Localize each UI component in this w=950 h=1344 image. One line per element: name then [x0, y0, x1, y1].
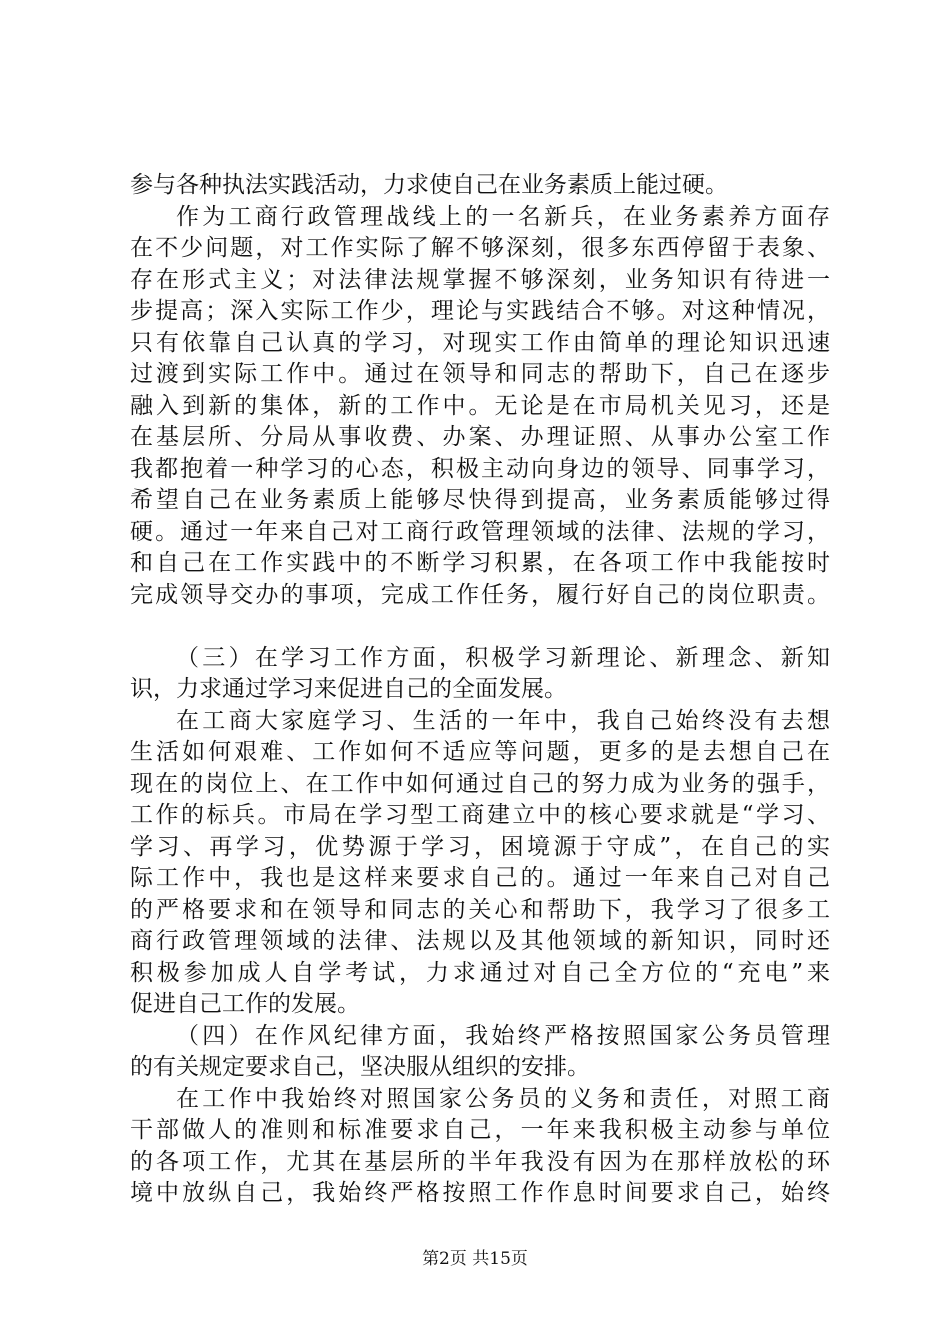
section-heading-line: 识，力求通过学习来促进自己的全面发展。	[130, 676, 567, 702]
text-line: 在基层所、分局从事收费、办案、办理证照、从事办公室工作	[130, 424, 830, 450]
text-line: 步提高；深入实际工作少，理论与实践结合不够。对这种情况，	[130, 298, 830, 324]
text-line: 过渡到实际工作中。通过在领导和同志的帮助下，自己在逐步	[130, 361, 830, 387]
text-line: 生活如何艰难、工作如何不适应等问题，更多的是去想自己在	[130, 739, 830, 765]
text-line: 积极参加成人自学考试，力求通过对自己全方位的“充电”来	[130, 959, 830, 986]
section-heading-line: 的有关规定要求自己，坚决服从组织的安排。	[130, 1054, 590, 1080]
text-line: 境中放纵自己，我始终严格按照工作作息时间要求自己，始终	[130, 1180, 830, 1206]
text-line: 和自己在工作实践中的不断学习积累，在各项工作中我能按时	[130, 550, 830, 576]
text-line: 工作的标兵。市局在学习型工商建立中的核心要求就是“学习、	[130, 802, 830, 828]
text-line: 现在的岗位上、在工作中如何通过自己的努力成为业务的强手，	[130, 770, 830, 797]
text-line: 完成领导交办的事项，完成工作任务，履行好自己的岗位职责。	[130, 581, 830, 608]
text-line: 作为工商行政管理战线上的一名新兵，在业务素养方面存	[176, 203, 830, 230]
text-line: 参与各种执法实践活动，力求使自己在业务素质上能过硬。	[130, 172, 728, 198]
paragraph-gap	[130, 611, 830, 643]
text-line: 干部做人的准则和标准要求自己，一年来我积极主动参与单位	[130, 1117, 830, 1143]
text-line: 的各项工作，尤其在基层所的半年我没有因为在那样放松的环	[130, 1148, 830, 1175]
text-line: 希望自己在业务素质上能够尽快得到提高，业务素质能够过得	[130, 487, 830, 513]
text-line: 促进自己工作的发展。	[130, 991, 360, 1017]
text-line: 融入到新的集体，新的工作中。无论是在市局机关见习，还是	[130, 392, 830, 419]
text-line: 只有依靠自己认真的学习，对现实工作由简单的理论知识迅速	[130, 329, 830, 356]
text-line: 商行政管理领域的法律、法规以及其他领域的新知识，同时还	[130, 928, 830, 954]
section-heading-line: （三）在学习工作方面，积极学习新理论、新理念、新知	[176, 644, 830, 671]
section-heading-line: （四）在作风纪律方面，我始终严格按照国家公务员管理	[176, 1022, 830, 1049]
document-body	[130, 170, 830, 1210]
text-line: 际工作中，我也是这样来要求自己的。通过一年来自己对自己	[130, 865, 830, 891]
page-number-footer: 第2页 共15页	[422, 1249, 528, 1269]
text-line: 我都抱着一种学习的心态，积极主动向身边的领导、同事学习，	[130, 455, 830, 482]
text-line: 在不少问题，对工作实际了解不够深刻，很多东西停留于表象、	[130, 235, 830, 261]
text-line: 学习、再学习，优势源于学习，困境源于守成”，在自己的实	[130, 833, 830, 860]
text-line: 存在形式主义；对法律法规掌握不够深刻，业务知识有待进一	[130, 266, 830, 293]
text-line: 硬。通过一年来自己对工商行政管理领域的法律、法规的学习，	[130, 518, 830, 545]
text-line: 在工作中我始终对照国家公务员的义务和责任，对照工商	[176, 1085, 830, 1112]
text-line: 的严格要求和在领导和同志的关心和帮助下，我学习了很多工	[130, 896, 830, 923]
text-line: 在工商大家庭学习、生活的一年中，我自己始终没有去想	[176, 707, 830, 734]
